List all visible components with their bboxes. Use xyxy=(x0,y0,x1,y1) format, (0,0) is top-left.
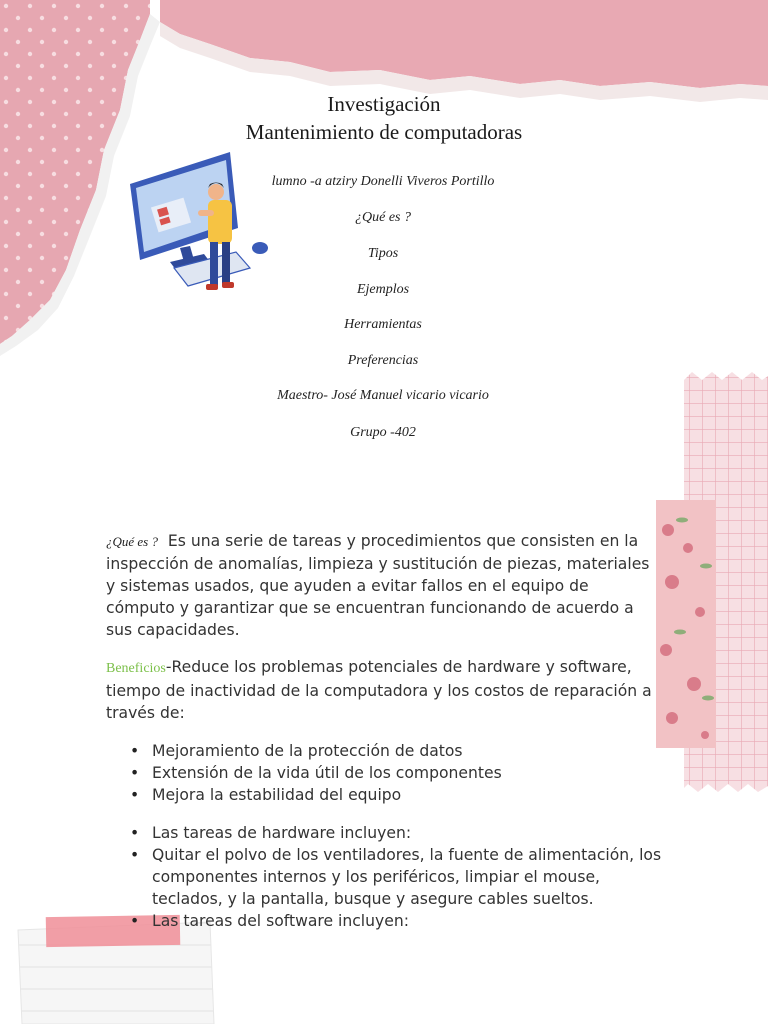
list-item: • Mejoramiento de la protección de datos xyxy=(106,740,662,762)
cover-item-ejemplos: Ejemplos xyxy=(356,282,410,297)
que-es-paragraph xyxy=(106,530,656,641)
cover-group: Grupo -402 xyxy=(350,425,416,440)
title-line-1: Investigación xyxy=(327,92,441,116)
beneficios-list xyxy=(106,740,662,806)
cover-teacher: Maestro- José Manuel vicario vicario xyxy=(277,388,489,403)
cover-item-preferencias: Preferencias xyxy=(347,353,419,368)
list-item: • Las tareas de hardware incluyen: xyxy=(106,822,662,844)
cover-student: lumno -a atziry Donelli Viveros Portillo xyxy=(271,174,495,189)
list-item: • Extensión de la vida útil de los componentes xyxy=(106,762,662,784)
beneficios-paragraph xyxy=(106,656,656,724)
beneficios-text: -Reduce los problemas potenciales de hardware y software, tiempo de inactividad de la computadora y los costos de reparación a través de: xyxy=(106,658,652,722)
cover-item-herramientas: Herramientas xyxy=(344,317,422,332)
que-es-lead: ¿Qué es ? xyxy=(106,534,158,549)
tareas-list xyxy=(106,822,662,932)
que-es-text: Es una serie de tareas y procedimientos que consisten en la inspección de anomalías, limpieza y sustitución de piezas, materiales y sistemas usados, que ayuden a evitar fallos en el equipo de cómputo y garantizar que se encuentran funcionando de acuerdo a sus capacidades. xyxy=(106,532,650,639)
list-item: • Las tareas del software incluyen: xyxy=(106,910,662,932)
cover-item-tipos: Tipos xyxy=(367,246,399,261)
list-item: • Quitar el polvo de los ventiladores, la fuente de alimentación, los componentes internos y los periféricos, limpiar el mouse, teclados, y la pantalla, busque y asegure cables sueltos. xyxy=(106,844,662,910)
list-item: • Mejora la estabilidad del equipo xyxy=(106,784,662,806)
beneficios-lead: Beneficios xyxy=(106,661,166,676)
cover-item-que-es: ¿Qué es ? xyxy=(355,210,411,225)
title-line-2: Mantenimiento de computadoras xyxy=(245,120,523,144)
